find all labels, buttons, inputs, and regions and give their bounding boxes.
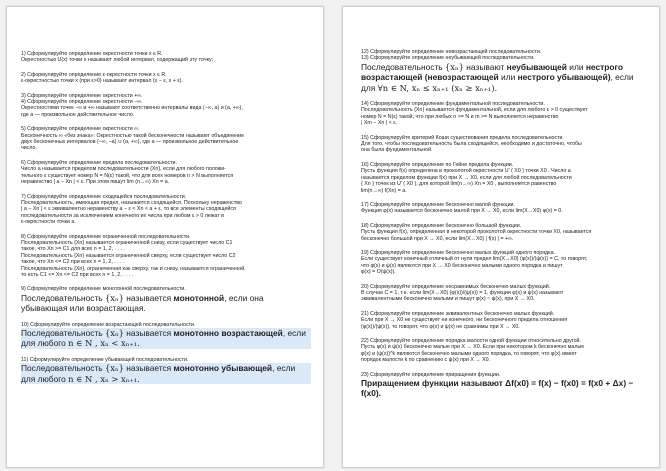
definition-text: Последовательность {xₙ} называется монотонной, если она убывающая или возрастающая. <box>21 292 264 314</box>
answer-line: Окрестностью U(x) точки x называют любой интервал, содержащий эту точку; <box>21 57 214 64</box>
answer-line: Если при X → X0 не существует ни конечного, ни бесконечного предела отношения <box>361 317 568 324</box>
answer-line: | Xm − Xn | < ε. <box>361 120 398 127</box>
definition-text: Последовательность {xₙ} называют неубывающей или нестрого возрастающей (невозрастающей или нестрого убывающей), если для ∀n ∈ N, xₙ ≤ xₙ₊₁ (xₙ ≥ xₙ₊₁). <box>361 61 634 93</box>
answer-line: Последовательность {Xn} называется фундаментальной, если для любого ε > 0 существует <box>361 107 588 114</box>
question-heading: 2) Сформулируйте определение ε-окрестности точки x є R. <box>21 71 167 78</box>
answer-line: порядок малости k по сравнению с ψ(x) при X → X0. <box>361 357 491 364</box>
question-heading: 1) Сформулируйте определение окрестности точки x є R. <box>21 51 163 57</box>
answer-line: Окрестностями точек −∞ и +∞ называют соответственно интервалы вида (−∞, a) и (a, +∞), <box>21 105 243 112</box>
question-heading: 7) Сформулируйте определение сходящейся последовательности. <box>21 193 187 200</box>
answer-line: бесконечно большой при X → X0, если lim(X→X0) | f(x) | = +∞. <box>361 235 514 242</box>
question-heading: 12) Сформулируйте определение невозрастающей последовательности. <box>361 49 542 55</box>
answer-line: Последовательность {Xn} называется ограниченной сверху, если существует число C2 <box>21 252 236 259</box>
answer-line: что φ(x) и ψ(x) являются при X → X0 бесконечно малыми одного порядка и пишут <box>361 262 563 269</box>
question-heading: 6) Сформулируйте определение предела последовательности. <box>21 159 177 166</box>
question-block <box>21 160 311 186</box>
question-heading: 8) Сформулируйте определение ограниченной последовательности. <box>21 233 191 240</box>
document-page-left <box>6 6 324 468</box>
answer-line: ε-окрестностью точки x (при ε>0) называют интервал (x − ε, x + ε). <box>21 78 183 85</box>
answer-line: число. <box>21 145 37 152</box>
answer-line: ε-окрестности точки a. <box>21 219 76 226</box>
question-heading: 11) Сформулируйте определение убывающей последовательности. <box>21 356 189 363</box>
answer-line: неравенство | a − Xn | < ε. При этом пишут lim (n→∞) Xn = a. <box>21 179 170 186</box>
question-block <box>21 72 311 85</box>
answer-line: В случае C = 1, т.е. если lim(X→X0) (φ(x))/(ψ(x)) = 1, функции φ(x) и ψ(x) называют <box>361 289 564 296</box>
answer-line: (φ(x))/(ψ(x)), то говорят, что φ(x) и ψ(x) не сравнимы при X → X0. <box>361 323 520 330</box>
question-block <box>361 311 649 330</box>
question-heading: 5) Сформулируйте определение окрестности ∞. <box>21 126 140 133</box>
answer-line: где a — произвольное действительное число. <box>21 111 135 118</box>
answer-line: Последовательность {Xn}, ограниченная как сверху, так и снизу, называется ограниченной, <box>21 265 246 272</box>
answer-line: такое, что Xn >= C1 для всех n = 1, 2, . . . . <box>21 246 125 253</box>
question-block <box>21 51 311 64</box>
answer-line: Пусть φ(x) и ψ(x) бесконечно малые при X → X0. Если при некотором k бесконечно малые <box>361 344 585 351</box>
answer-line: φ(x) = O(ψ(x)). <box>361 269 396 276</box>
answer-line: { Xn } точек из U' ( X0 ), для которой lim(n→∞) Xn = X0 , выполняется равенство <box>361 181 557 188</box>
answer-line: Если существует конечный отличный от нуля предел lim(X→X0) (φ(x))/(ψ(x)) = C, то говорят, <box>361 256 588 263</box>
question-block <box>361 223 649 242</box>
question-block <box>361 162 649 194</box>
answer-line: последовательности за исключением конечного их числа при любом ε > 0 лежат в <box>21 212 224 219</box>
question-block <box>361 202 649 215</box>
definition-text: Приращением функции называют Δf(x0) = f(x) − f(x0) = f(x0 + Δx) − f(x0). <box>361 378 634 399</box>
question-23 <box>361 372 649 399</box>
answer-line: Пусть функция f(x), определенная в некоторой проколотой окрестности точки X0, называется <box>361 229 592 236</box>
question-heading: 17) Сформулируйте определение бесконечно малой функции. <box>361 201 515 208</box>
question-heading: 9) Сформулируйте определение монотонной последовательности. <box>21 286 186 293</box>
answer-line: Функция φ(x) называется бесконечно малой при X → X0, если lim(X→X0) φ(x) = 0. <box>361 208 563 215</box>
answer-line: такое, что Xn <= C2 при всех n = 1, 2, . . . . <box>21 259 125 266</box>
answer-line: 4) Сформулируйте определение окрестности −∞. <box>21 99 143 106</box>
definition-text: Последовательность {xₙ} называется монотонно убывающей, если для любого n ∈ N , xₙ > xₙ₊₁. <box>21 363 311 384</box>
answer-line: то есть C1 <= Xn <= C2 при всех n = 1, 2, . . . . <box>21 271 134 278</box>
answer-line: Последовательность, имеющая предел, называется сходящейся. Поскольку неравенство <box>21 199 242 206</box>
question-heading: 22) Сформулируйте определение порядка малости одной функции относительно другой. <box>361 338 581 344</box>
answer-line: двух бесконечных интервалов (−∞, −a) ∪ (a, +∞), где a — произвольное действительное <box>21 139 239 146</box>
question-heading: 13) Сформулируйте определение неубывающей последовательности. <box>361 55 535 62</box>
question-block <box>21 194 311 226</box>
question-heading: 19) Сформулируйте определение бесконечно малых функций одного порядка. <box>361 249 555 256</box>
question-block <box>361 250 649 276</box>
answer-line: lim(n→∞) f(Xn) = a. <box>361 187 407 194</box>
question-block <box>361 101 649 127</box>
answer-line: тельного ε существует номер N = N(ε) такой, что для всех номеров n > N выполняется <box>21 172 234 179</box>
question-block <box>21 234 311 279</box>
question-heading: 15) Сформулируйте критерий Коши существования предела последовательности. <box>361 134 564 141</box>
answer-line: φ(x) и (ψ(x))^k являются бесконечно малыми одного порядка, то говорят, что φ(x) имеет <box>361 350 577 357</box>
question-heading: 16) Сформулируйте определение по Гейне предела функции. <box>361 161 514 168</box>
question-heading: 14) Сформулируйте определение фундаментальной последовательности. <box>361 101 545 108</box>
document-page-right <box>342 6 660 468</box>
answer-line: она была фундаментальной. <box>361 147 433 154</box>
answer-line: Бесконечность ∞ «без знака»: Окрестностью такой бесконечности называют объединение <box>21 132 245 139</box>
question-block <box>21 126 311 152</box>
question-block <box>21 93 311 119</box>
question-10 <box>21 322 311 349</box>
answer-line: эквивалентными бесконечно малыми и пишут φ(x) ~ ψ(x), при X → X0. <box>361 296 535 303</box>
question-9 <box>21 286 311 313</box>
answer-line: номер N = N(ε) такой, что при любых n >= N и m >= N выполняется неравенство <box>361 113 559 120</box>
question-heading: 18) Сформулируйте определение бесконечно большой функции. <box>361 222 522 229</box>
answer-line: Последовательность {Xn} называется ограниченной снизу, если существует число C1 <box>21 239 233 246</box>
question-heading: 3) Сформулируйте определение окрестности +∞. <box>21 92 143 99</box>
question-block <box>361 135 649 154</box>
question-12-13 <box>361 49 649 93</box>
answer-line: Для того, чтобы последовательность была сходящейся, необходимо и достаточно, чтобы <box>361 141 582 148</box>
question-block <box>361 284 649 303</box>
answer-line: Пусть функция f(x) определена в проколотой окрестности U' ( X0 ) точки X0 . Число a <box>361 168 571 175</box>
definition-text: Последовательность {xₙ} называется монотонно возрастающей, если для любого n ∈ N , xₙ < xₙ₊₁. <box>21 328 311 349</box>
question-heading: 20) Сформулируйте определение несравнимых бесконечно малых функций. <box>361 283 551 290</box>
answer-line: | a − Xn | < ε эквивалентно неравенству a − ε < Xn < a + ε, то все элементы сходящейся <box>21 206 236 213</box>
question-heading: 10) Сформулируйте определение возрастающей последовательности. <box>21 321 196 328</box>
question-11 <box>21 357 311 384</box>
question-heading: 21) Сформулируйте определение эквивалентных бесконечно малых функций. <box>361 310 555 317</box>
question-heading: 23) Сформулируйте определение приращения функции. <box>361 371 501 378</box>
answer-line: называется пределом функции f(x) при X → X0, если для любой последовательности <box>361 174 572 181</box>
question-block <box>361 338 649 364</box>
answer-line: Число a называется пределом последовательности {Xn}, если для любого положи- <box>21 166 226 173</box>
